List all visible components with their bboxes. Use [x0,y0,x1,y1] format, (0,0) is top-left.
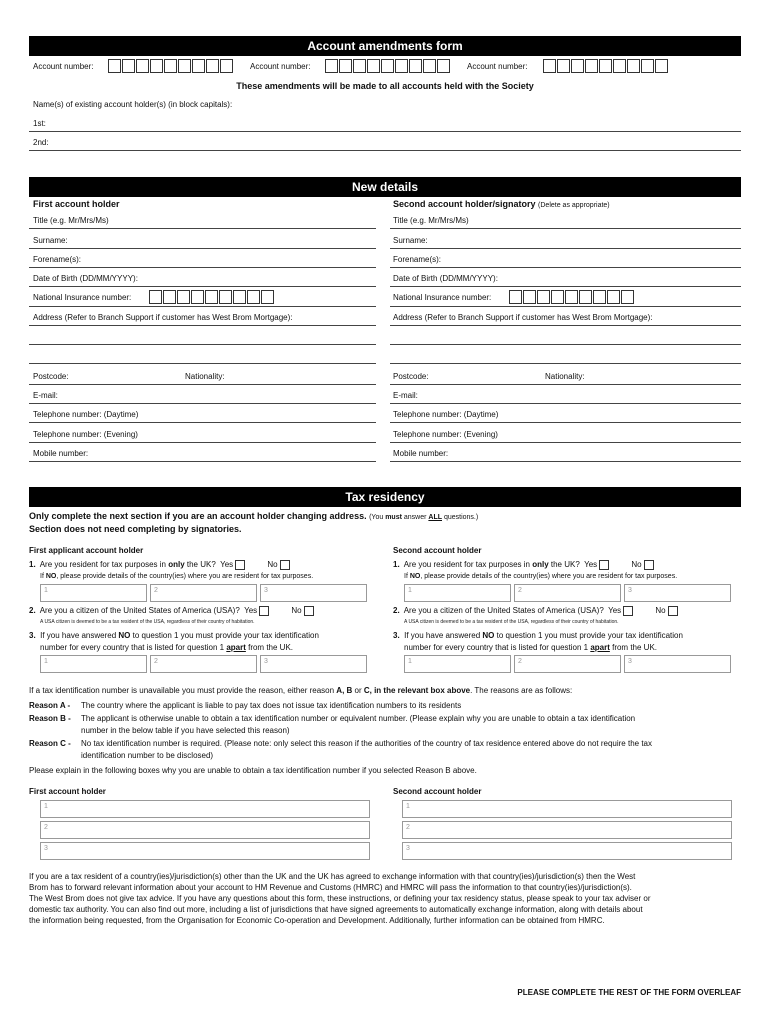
dob-field-2: Date of Birth (DD/MM/YYYY): [393,274,498,283]
email-field-1: E-mail: [33,391,58,400]
first-applicant-heading: First applicant account holder [29,546,144,555]
second-holder-heading [393,199,610,209]
account-number-boxes-2[interactable] [325,59,450,73]
q1-country-box-1b[interactable]: 2 [150,584,257,602]
explain-box-1a[interactable]: 1 [40,800,370,818]
q2-no-checkbox-1[interactable] [304,606,314,616]
tax-intro-line2: Section does not need completing by signatories. [29,524,242,534]
postcode-field-1: Postcode: [33,372,69,381]
q1-second [393,560,654,570]
address-line-1c[interactable] [29,363,376,364]
account-number-label-2: Account number: [250,62,311,71]
q3-a-no-2: NO [482,631,495,640]
q1-no-checkbox-2[interactable] [644,560,654,570]
q2-no-label-1: No [291,606,302,616]
q1-ifno-bold-1: NO [45,573,57,580]
reason-c-label: Reason C - [29,739,71,748]
dob-field-1: Date of Birth (DD/MM/YYYY): [33,274,138,283]
second-holder-name-line[interactable] [29,150,741,151]
intro-note-pre: (You [369,514,386,521]
q3-tin-box-2b[interactable]: 2 [514,655,621,673]
para-line-5: the information being requested, from the Organisation for Economic Co-operation and Development. Additionally, further information can be obtained from HMRC. [29,916,605,925]
ni-line-2 [390,306,741,307]
explain-box-1b[interactable]: 2 [40,821,370,839]
tel-eve-field-1: Telephone number: (Evening) [33,430,138,439]
address-line-2b[interactable] [390,344,741,345]
q3-second-b [404,643,657,652]
explain-box-1c[interactable]: 3 [40,842,370,860]
para-line-4: domestic tax authority. You can also find out more, including a list of jurisdictions that have signed agreements to automatically exchange information, along with details about [29,905,643,914]
q1-yes-checkbox-2[interactable] [599,560,609,570]
surname-line-1[interactable] [29,248,376,249]
mobile-field-1: Mobile number: [33,449,89,458]
q1-only-2: only [532,560,549,570]
reason-c-text-1: No tax identification number is required. (Please note: only select this reason if the authorities of the country of tax residence entered above do not require the tax [81,739,652,748]
email-line-1[interactable] [29,403,376,404]
q3-second-a [393,631,683,640]
dob-line-1[interactable] [29,286,376,287]
q1-num-1: 1. [29,560,36,570]
address-line-2c[interactable] [390,363,741,364]
address-line-1b[interactable] [29,344,376,345]
q2-num-1: 2. [29,606,36,616]
title-line-1[interactable] [29,228,376,229]
new-details-title: New details [29,177,741,197]
para-line-1: If you are a tax resident of a country(ies)/jurisdiction(s) other than the UK and the UK has agreed to exchange information with that country(ies)/jurisdiction(s) then the West [29,872,636,881]
address-line-1a[interactable] [29,325,376,326]
explain-second-holder-heading: Second account holder [393,787,482,796]
forenames-field-1: Forename(s): [33,255,82,264]
q2-yes-checkbox-1[interactable] [259,606,269,616]
explain-first-holder-heading: First account holder [29,787,106,796]
mobile-field-2: Mobile number: [393,449,449,458]
intro-note-must: must [385,514,402,521]
para-line-3: The West Brom does not give tax advice. If you have any questions about this form, these instructions, or defining your tax residency status, please speak to your tax adviser or [29,894,651,903]
form-title: Account amendments form [29,36,741,56]
q1-ifno-pre-1: If [40,573,46,580]
para-line-2: Brom has to forward relevant information about your account to HM Revenue and Customs (HMRC) and HMRC will pass the information to that country(ies)/jurisdiction(s). [29,883,632,892]
surname-field-2: Surname: [393,236,428,245]
q2-no-label-2: No [655,606,666,616]
q1-yes-label-1: Yes [220,560,234,570]
tel-eve-line-2[interactable] [390,442,741,443]
mobile-line-1[interactable] [29,461,376,462]
tin-line-abc: A, B [336,686,353,695]
q2-yes-label-2: Yes [608,606,622,616]
tax-intro [29,511,478,521]
tin-line-pre: If a tax identification number is unavailable you must provide the reason, either reason [29,686,337,695]
q1-country-box-2b[interactable]: 2 [514,584,621,602]
second-holder-note: (Delete as appropriate) [538,202,610,209]
q1-country-box-1a[interactable]: 1 [40,584,147,602]
first-holder-heading: First account holder [33,199,120,209]
q3-a-pre-2: If you have answered [404,631,483,640]
q1-post-1: the UK? [184,560,216,570]
tax-intro-note [369,514,478,521]
q3-a-post-2: to question 1 you must provide your tax identification [494,631,683,640]
q2-text-2: Are you a citizen of the United States of America (USA)? [403,606,604,616]
first-holder-name-line[interactable] [29,131,741,132]
tin-line-post: . The reasons are as follows: [470,686,573,695]
q1-country-box-2a[interactable]: 1 [404,584,511,602]
explain-box-2c[interactable]: 3 [402,842,732,860]
q3-first-a [29,631,319,640]
q3-first-b [40,643,293,652]
tax-intro-bold: Only complete the next section if you are an account holder changing address. [29,511,367,521]
tel-eve-line-1[interactable] [29,442,376,443]
q3-a-no-1: NO [118,631,131,640]
q3-num-2: 3. [393,631,400,640]
address-line-2a[interactable] [390,325,741,326]
ni-field-2: National Insurance number: [393,293,492,302]
mobile-line-2[interactable] [390,461,741,462]
q3-b-post-1: from the UK. [245,643,293,652]
account-number-label-3: Account number: [467,62,528,71]
address-field-1: Address (Refer to Branch Support if customer has West Brom Mortgage): [33,313,293,322]
intro-note-mid: answer [401,514,429,521]
q1-country-box-1c[interactable]: 3 [260,584,367,602]
q1-post-2: the UK? [548,560,580,570]
q2-no-checkbox-2[interactable] [668,606,678,616]
explain-box-2a[interactable]: 1 [402,800,732,818]
nationality-field-2: Nationality: [545,372,585,381]
q2-note-2: A USA citizen is deemed to be a tax resident of the USA, regardless of their country of habitation. [404,619,619,625]
tin-line-or: or [352,686,364,695]
q1-ifno-post-1: , please provide details of the country(ies) where you are resident for tax purposes. [56,573,314,580]
q2-yes-checkbox-2[interactable] [623,606,633,616]
q3-b-pre-2: number for every country that is listed for question 1 [404,643,591,652]
q3-a-post-1: to question 1 you must provide your tax identification [130,631,319,640]
q3-tin-box-1b[interactable]: 2 [150,655,257,673]
q1-ifno-bold-2: NO [409,573,421,580]
q3-b-pre-1: number for every country that is listed for question 1 [40,643,227,652]
dob-line-2[interactable] [390,286,741,287]
surname-field-1: Surname: [33,236,68,245]
tax-info-paragraph [29,871,741,926]
reason-b-label: Reason B - [29,714,71,723]
amend-notice: These amendments will be made to all accounts held with the Society [236,81,534,91]
q1-no-checkbox-1[interactable] [280,560,290,570]
q1-yes-label-2: Yes [584,560,598,570]
tin-unavailable-line [29,686,572,695]
forenames-line-2[interactable] [390,267,741,268]
tel-day-field-2: Telephone number: (Daytime) [393,410,499,419]
q1-ifno-2 [404,573,677,580]
address-field-2: Address (Refer to Branch Support if customer has West Brom Mortgage): [393,313,653,322]
second-holder-tax-heading: Second account holder [393,546,482,555]
title-field-1: Title (e.g. Mr/Mrs/Ms) [33,216,109,225]
explain-line: Please explain in the following boxes why you are unable to obtain a tax identification number if you selected Reason B above. [29,766,477,775]
ni-field-1: National Insurance number: [33,293,132,302]
postcode-line-1[interactable] [29,384,376,385]
q1-ifno-1 [40,573,313,580]
q2-note-1: A USA citizen is deemed to be a tax resident of the USA, regardless of their country of habitation. [40,619,255,625]
reason-a-label: Reason A - [29,701,71,710]
surname-line-2[interactable] [390,248,741,249]
first-holder-name-label: 1st: [33,119,46,128]
ni-boxes-1[interactable] [149,290,274,304]
q3-tin-box-1c[interactable]: 3 [260,655,367,673]
nationality-field-1: Nationality: [185,372,225,381]
email-field-2: E-mail: [393,391,418,400]
q1-yes-checkbox-1[interactable] [235,560,245,570]
title-field-2: Title (e.g. Mr/Mrs/Ms) [393,216,469,225]
reason-b-text-1: The applicant is otherwise unable to obtain a tax identification number or equivalent number. (Please explain why you are unable to obtain a tax identification [81,714,636,723]
reason-b-text-2: number in the below table if you have selected this reason) [81,726,290,735]
q3-b-apart-2: apart [590,643,610,652]
forenames-field-2: Forename(s): [393,255,442,264]
tin-line-c: C, in the relevant box above [363,686,471,695]
account-number-boxes-1[interactable] [108,59,233,73]
second-holder-heading-text: Second account holder/signatory [393,199,536,209]
intro-note-post: questions.) [442,514,479,521]
q3-b-post-2: from the UK. [609,643,657,652]
q2-first [29,606,314,616]
q3-tin-box-2a[interactable]: 1 [404,655,511,673]
reason-c-text-2: identification number to be disclosed) [81,751,214,760]
tel-day-line-1[interactable] [29,422,376,423]
title-line-2[interactable] [390,228,741,229]
forenames-line-1[interactable] [29,267,376,268]
tel-day-field-1: Telephone number: (Daytime) [33,410,139,419]
q2-yes-label-1: Yes [244,606,258,616]
names-label: Name(s) of existing account holder(s) (in block capitals): [33,100,233,109]
q3-b-apart-1: apart [226,643,246,652]
reason-a-text: The country where the applicant is liable to pay tax does not issue tax identification numbers to its residents [81,701,462,710]
q1-only-1: only [168,560,185,570]
email-line-2[interactable] [390,403,741,404]
tel-eve-field-2: Telephone number: (Evening) [393,430,498,439]
overleaf-notice: PLEASE COMPLETE THE REST OF THE FORM OVERLEAF [517,988,741,997]
q3-tin-box-1a[interactable]: 1 [40,655,147,673]
ni-boxes-2[interactable] [509,290,634,304]
postcode-field-2: Postcode: [393,372,429,381]
intro-note-all: ALL [428,514,442,521]
q2-second [393,606,678,616]
q1-country-box-2c[interactable]: 3 [624,584,731,602]
q3-a-pre-1: If you have answered [40,631,119,640]
q1-no-label-1: No [267,560,278,570]
q2-num-2: 2. [393,606,400,616]
q1-pre-2: Are you resident for tax purposes in [403,560,533,570]
q3-tin-box-2c[interactable]: 3 [624,655,731,673]
q2-text-1: Are you a citizen of the United States of America (USA)? [39,606,240,616]
second-holder-name-label: 2nd: [33,138,49,147]
ni-line-1 [29,306,376,307]
account-number-label-1: Account number: [33,62,94,71]
q1-first [29,560,290,570]
q1-no-label-2: No [631,560,642,570]
q3-num-1: 3. [29,631,36,640]
postcode-line-2[interactable] [390,384,741,385]
q1-num-2: 1. [393,560,400,570]
tax-residency-title: Tax residency [29,487,741,507]
account-number-boxes-3[interactable] [543,59,668,73]
q1-pre-1: Are you resident for tax purposes in [39,560,169,570]
tel-day-line-2[interactable] [390,422,741,423]
explain-box-2b[interactable]: 2 [402,821,732,839]
q1-ifno-pre-2: If [404,573,410,580]
q1-ifno-post-2: , please provide details of the country(ies) where you are resident for tax purposes. [420,573,678,580]
